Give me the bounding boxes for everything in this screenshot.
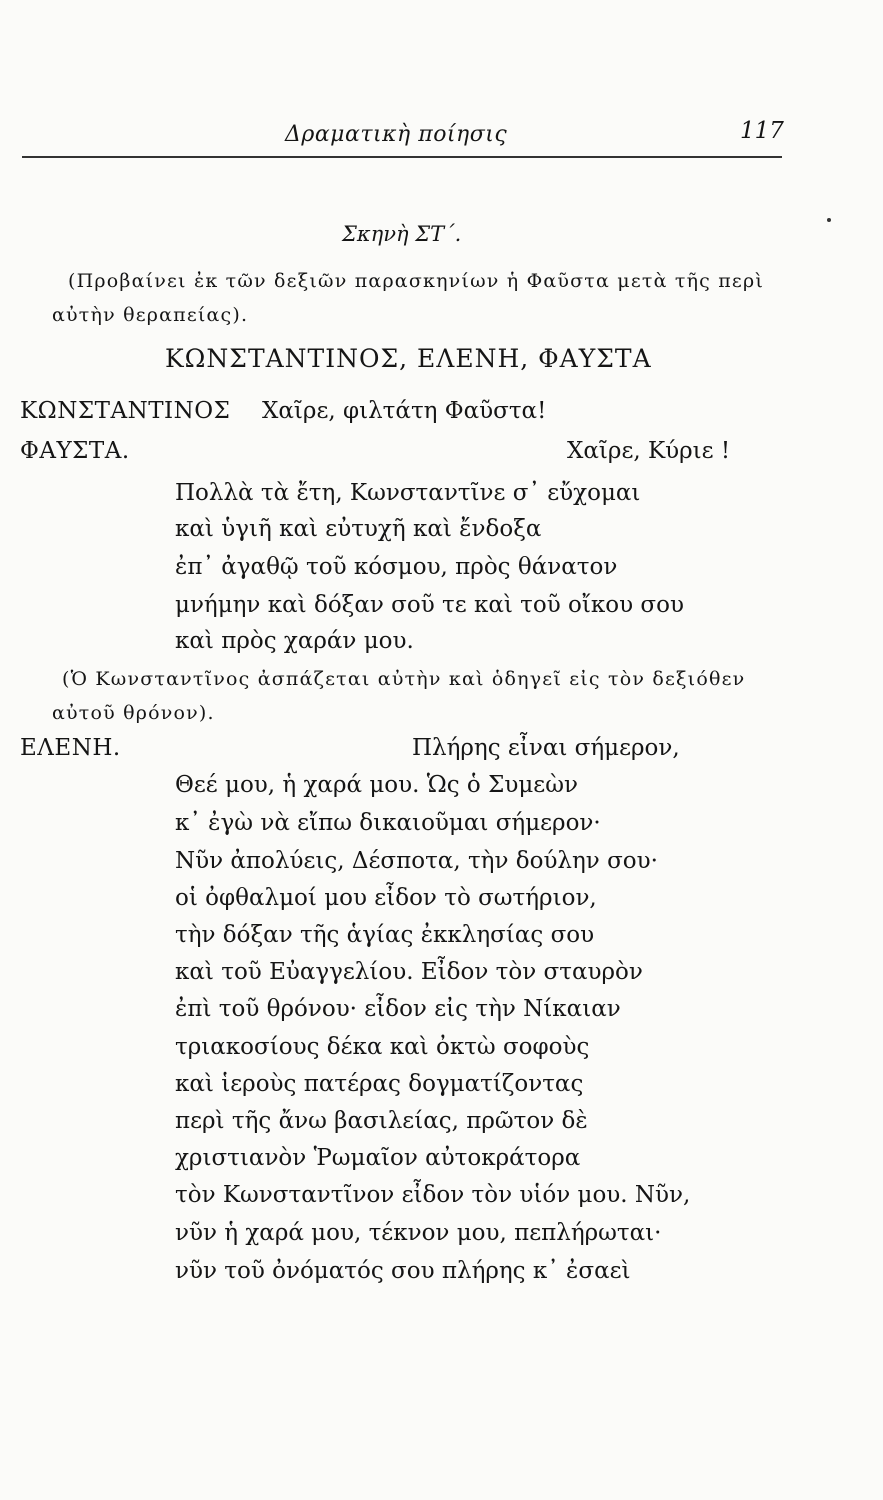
speaker-eleni: ΕΛΕΝΗ. xyxy=(20,735,121,761)
verse-line: νῦν τοῦ ὀνόματός σου πλήρης κ᾽ ἐσαεὶ xyxy=(175,1258,631,1284)
verse-line: νῦν ἡ χαρά μου, τέκνον μου, πεπλήρωται· xyxy=(175,1220,662,1246)
verse-line: Χαῖρε, Κύριε ! xyxy=(567,438,731,464)
verse-line: τριακοσίους δέκα καὶ ὀκτὼ σοφοὺς xyxy=(175,1034,590,1060)
stage-direction-line: (Προβαίνει ἐκ τῶν δεξιῶν παρασκηνίων ἡ Φαῦστα μετὰ τῆς περὶ xyxy=(68,270,764,292)
header-rule xyxy=(22,156,782,158)
verse-line: μνήμην καὶ δόξαν σοῦ τε καὶ τοῦ οἴκου σου xyxy=(175,592,684,618)
scene-heading: Σκηνὴ ΣΤ΄. xyxy=(342,222,462,246)
verse-line: Χαῖρε, φιλτάτη Φαῦστα! xyxy=(262,398,547,424)
verse-line: Νῦν ἀπολύεις, Δέσποτα, τὴν δούλην σου· xyxy=(175,848,658,874)
verse-line: ἐπὶ τοῦ θρόνου· εἶδον εἰς τὴν Νίκαιαν xyxy=(175,996,621,1022)
verse-line: κ᾽ ἐγὼ νὰ εἴπω δικαιοῦμαι σήμερον· xyxy=(175,810,601,836)
verse-line: Πολλὰ τὰ ἔτη, Κωνσταντῖνε σ᾽ εὔχομαι xyxy=(175,480,641,506)
verse-line: τὸν Κωνσταντῖνον εἶδον τὸν υἱόν μου. Νῦν, xyxy=(175,1182,691,1208)
margin-dot xyxy=(827,218,831,222)
verse-line: περὶ τῆς ἄνω βασιλείας, πρῶτον δὲ xyxy=(175,1108,588,1134)
verse-line: τὴν δόξαν τῆς ἁγίας ἐκκλησίας σου xyxy=(175,922,595,948)
stage-direction-line: αὐτὴν θεραπείας). xyxy=(52,304,249,326)
page-number: 117 xyxy=(740,118,784,144)
running-header-title: Δραματικὴ ποίησις xyxy=(285,122,508,147)
verse-line: καὶ τοῦ Εὐαγγελίου. Εἶδον τὸν σταυρὸν xyxy=(175,959,643,985)
verse-line: χριστιανὸν Ῥωμαῖον αὐτοκράτορα xyxy=(175,1145,581,1171)
cast-list: ΚΩΝΣΤΑΝΤΙΝΟΣ, ΕΛΕΝΗ, ΦΑΥΣΤΑ xyxy=(165,344,652,373)
verse-line: καὶ ὑγιῆ καὶ εὐτυχῆ καὶ ἔνδοξα xyxy=(175,516,542,542)
verse-line: ἐπ᾽ ἀγαθῷ τοῦ κόσμου, πρὸς θάνατον xyxy=(175,554,618,580)
verse-line: καὶ πρὸς χαράν μου. xyxy=(175,628,414,654)
verse-line: Θεέ μου, ἡ χαρά μου. Ὡς ὁ Συμεὼν xyxy=(175,772,578,798)
verse-line: οἱ ὀφθαλμοί μου εἶδον τὸ σωτήριον, xyxy=(175,885,597,911)
verse-line: Πλήρης εἶναι σήμερον, xyxy=(412,735,680,761)
stage-direction-line: αὐτοῦ θρόνον). xyxy=(52,702,215,724)
speaker-fausta: ΦΑΥΣΤΑ. xyxy=(20,438,130,464)
verse-line: καὶ ἱεροὺς πατέρας δογματίζοντας xyxy=(175,1071,584,1097)
speaker-konstantinos: ΚΩΝΣΤΑΝΤΙΝΟΣ xyxy=(20,398,231,424)
stage-direction-line: (Ὁ Κωνσταντῖνος ἀσπάζεται αὐτὴν καὶ ὁδηγεῖ εἰς τὸν δεξιόθεν xyxy=(62,668,746,690)
